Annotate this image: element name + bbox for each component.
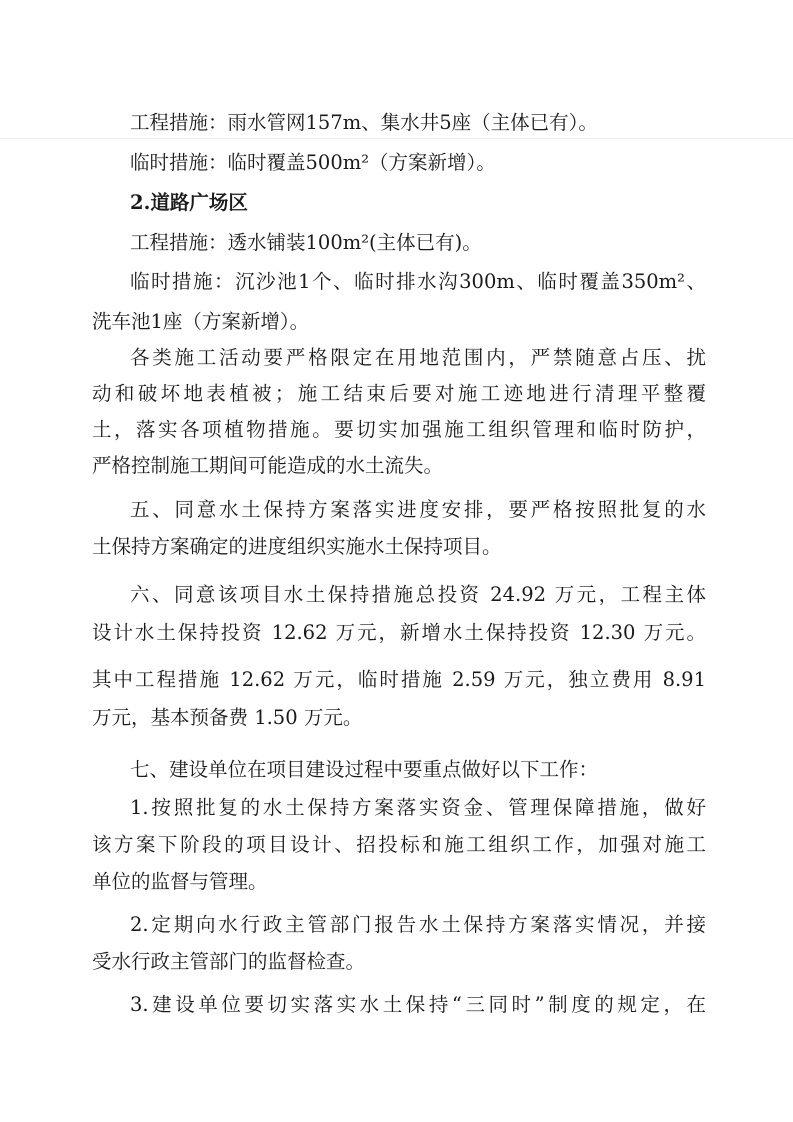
text-line: 土，落实各项植物措施。要切实加强施工组织管理和临时防护， <box>92 418 706 441</box>
text-line: 1.按照批复的水土保持方案落实资金、管理保障措施，做好 <box>130 796 706 819</box>
text-line: 其中工程措施 12.62 万元，临时措施 2.59 万元，独立费用 8.91 <box>92 668 706 691</box>
text-line: 土保持方案确定的进度组织实施水土保持项目。 <box>92 535 502 558</box>
text-line: 受水行政主管部门的监督检查。 <box>92 950 366 973</box>
text-line: 严格控制施工期间可能造成的水土流失。 <box>92 454 444 477</box>
text-line: 该方案下阶段的项目设计、招投标和施工组织工作，加强对施工 <box>92 833 706 856</box>
text-line: 临时措施：沉沙池1个、临时排水沟300m、临时覆盖350m²、 <box>130 270 706 293</box>
text-line: 五、同意水土保持方案落实进度安排，要严格按照批复的水 <box>130 498 706 521</box>
text-line: 工程措施：透水铺装100m²(主体已有)。 <box>130 231 482 254</box>
text-line: 设计水土保持投资 12.62 万元，新增水土保持投资 12.30 万元。 <box>92 621 706 644</box>
text-line: 3.建设单位要切实落实水土保持“三同时”制度的规定，在 <box>130 993 706 1016</box>
text-line: 六、同意该项目水土保持措施总投资 24.92 万元，工程主体 <box>130 583 706 606</box>
scan-artifact <box>0 138 793 139</box>
text-line: 单位的监督与管理。 <box>92 870 268 893</box>
text-line: 洗车池1座（方案新增）。 <box>92 310 310 333</box>
text-line: 七、建设单位在项目建设过程中要重点做好以下工作： <box>130 758 599 781</box>
text-line: 2.定期向水行政主管部门报告水土保持方案落实情况，并接 <box>130 913 706 936</box>
text-line: 工程措施：雨水管网157m、集水井5座（主体已有）。 <box>130 111 598 134</box>
section-heading: 2.道路广场区 <box>130 191 248 214</box>
text-line: 万元，基本预备费 1.50 万元。 <box>92 706 363 729</box>
text-line: 动和破坏地表植被；施工结束后要对施工迹地进行清理平整覆 <box>92 382 706 405</box>
text-line: 临时措施：临时覆盖500m²（方案新增）。 <box>130 151 496 174</box>
text-line: 各类施工活动要严格限定在用地范围内，严禁随意占压、扰 <box>130 346 706 369</box>
